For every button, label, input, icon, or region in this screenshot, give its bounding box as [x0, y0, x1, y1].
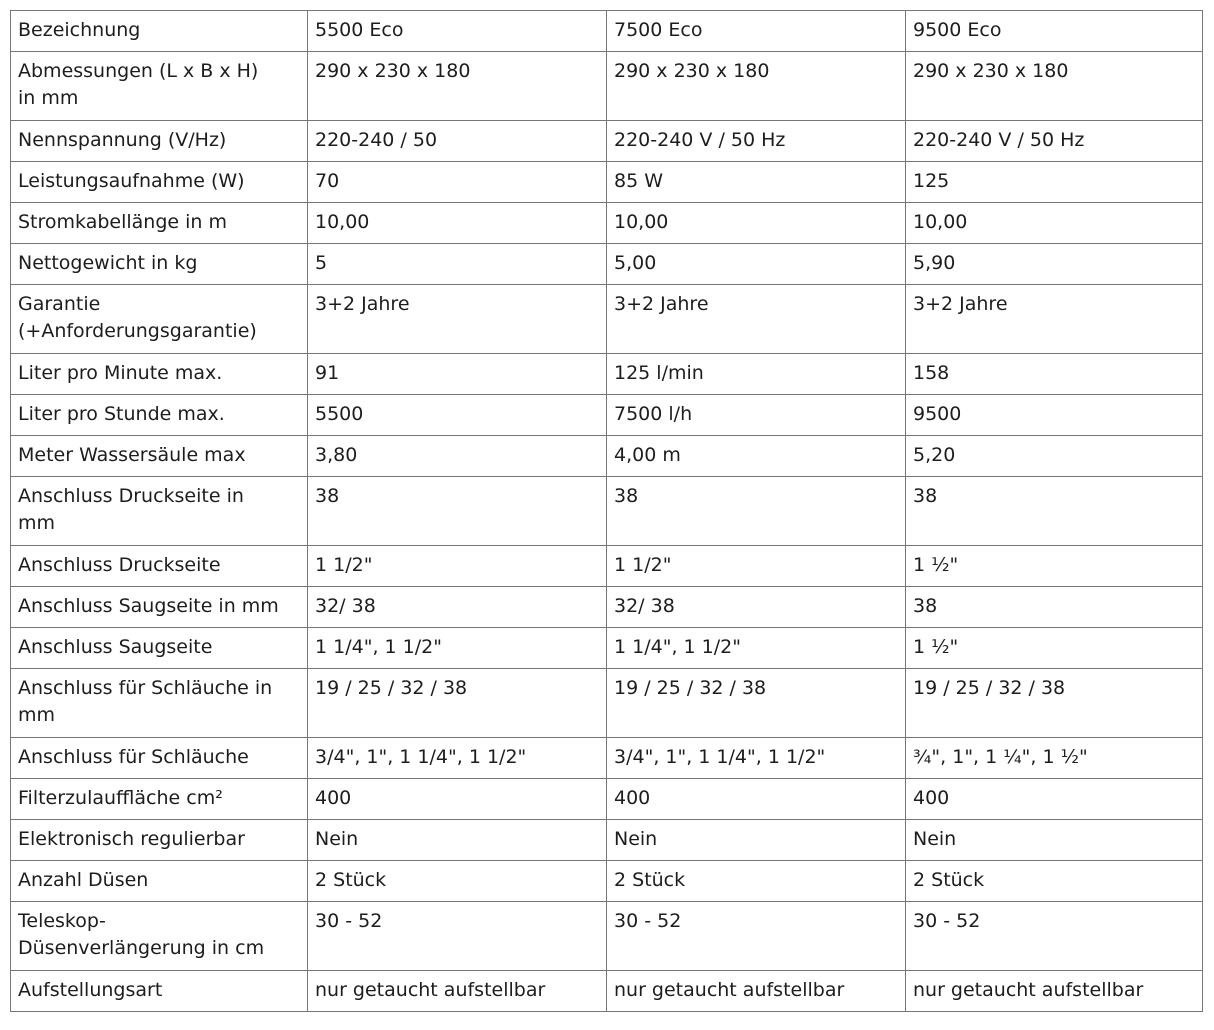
value-cell-7500-eco: 32/ 38 [607, 587, 906, 628]
table-row [11, 971, 1203, 1012]
value-cell-5500-eco: 5 [308, 244, 607, 285]
table-row [11, 861, 1203, 902]
value-cell-9500-eco: 2 Stück [906, 861, 1203, 902]
row-label: Anschluss Druckseite [11, 546, 308, 587]
table-row [11, 546, 1203, 587]
spec-table-body [11, 11, 1203, 1012]
table-row [11, 354, 1203, 395]
value-cell-9500-eco: 400 [906, 779, 1203, 820]
row-label: Leistungsaufnahme (W) [11, 162, 308, 203]
table-row [11, 669, 1203, 738]
value-cell-9500-eco: 5,90 [906, 244, 1203, 285]
value-cell-7500-eco: 4,00 m [607, 436, 906, 477]
table-row [11, 436, 1203, 477]
value-cell-7500-eco: 19 / 25 / 32 / 38 [607, 669, 906, 738]
value-cell-5500-eco: 3+2 Jahre [308, 285, 607, 354]
row-label: Bezeichnung [11, 11, 308, 52]
value-cell-9500-eco: 9500 [906, 395, 1203, 436]
table-row [11, 628, 1203, 669]
row-label: Stromkabellänge in m [11, 203, 308, 244]
value-cell-5500-eco: 2 Stück [308, 861, 607, 902]
value-cell-7500-eco: 30 - 52 [607, 902, 906, 971]
value-cell-9500-eco: 5,20 [906, 436, 1203, 477]
row-label: Elektronisch regulierbar [11, 820, 308, 861]
value-cell-7500-eco: Nein [607, 820, 906, 861]
value-cell-5500-eco: 3,80 [308, 436, 607, 477]
table-row [11, 779, 1203, 820]
value-cell-5500-eco: 1 1/4", 1 1/2" [308, 628, 607, 669]
value-cell-7500-eco: 125 l/min [607, 354, 906, 395]
table-row [11, 902, 1203, 971]
value-cell-9500-eco: nur getaucht aufstellbar [906, 971, 1203, 1012]
row-label: Teleskop-Düsenverlängerung in cm [11, 902, 308, 971]
value-cell-7500-eco: 3+2 Jahre [607, 285, 906, 354]
value-cell-5500-eco: 19 / 25 / 32 / 38 [308, 669, 607, 738]
value-cell-5500-eco: 70 [308, 162, 607, 203]
table-row [11, 285, 1203, 354]
table-row [11, 162, 1203, 203]
value-cell-9500-eco: 38 [906, 587, 1203, 628]
value-cell-5500-eco: nur getaucht aufstellbar [308, 971, 607, 1012]
row-label: Liter pro Stunde max. [11, 395, 308, 436]
value-cell-9500-eco: 9500 Eco [906, 11, 1203, 52]
value-cell-7500-eco: 10,00 [607, 203, 906, 244]
value-cell-9500-eco: 1 ½" [906, 628, 1203, 669]
row-label: Aufstellungsart [11, 971, 308, 1012]
row-label: Nennspannung (V/Hz) [11, 121, 308, 162]
value-cell-9500-eco: 125 [906, 162, 1203, 203]
value-cell-5500-eco: 10,00 [308, 203, 607, 244]
row-label: Liter pro Minute max. [11, 354, 308, 395]
value-cell-5500-eco: 3/4", 1", 1 1/4", 1 1/2" [308, 738, 607, 779]
value-cell-9500-eco: 220-240 V / 50 Hz [906, 121, 1203, 162]
value-cell-5500-eco: 30 - 52 [308, 902, 607, 971]
table-row [11, 395, 1203, 436]
table-row [11, 244, 1203, 285]
value-cell-5500-eco: 32/ 38 [308, 587, 607, 628]
value-cell-9500-eco: 38 [906, 477, 1203, 546]
table-row [11, 11, 1203, 52]
value-cell-9500-eco: 10,00 [906, 203, 1203, 244]
table-row [11, 477, 1203, 546]
value-cell-7500-eco: 7500 l/h [607, 395, 906, 436]
value-cell-7500-eco: 38 [607, 477, 906, 546]
value-cell-7500-eco: 400 [607, 779, 906, 820]
value-cell-5500-eco: 5500 [308, 395, 607, 436]
row-label: Abmessungen (L x B x H) in mm [11, 52, 308, 121]
value-cell-9500-eco: 158 [906, 354, 1203, 395]
table-row [11, 121, 1203, 162]
value-cell-9500-eco: 1 ½" [906, 546, 1203, 587]
table-row [11, 587, 1203, 628]
value-cell-7500-eco: nur getaucht aufstellbar [607, 971, 906, 1012]
table-row [11, 820, 1203, 861]
value-cell-9500-eco: 19 / 25 / 32 / 38 [906, 669, 1203, 738]
value-cell-5500-eco: 290 x 230 x 180 [308, 52, 607, 121]
row-label: Anschluss für Schläuche in mm [11, 669, 308, 738]
value-cell-9500-eco: 290 x 230 x 180 [906, 52, 1203, 121]
value-cell-9500-eco: 30 - 52 [906, 902, 1203, 971]
value-cell-5500-eco: 220-240 / 50 [308, 121, 607, 162]
row-label: Anzahl Düsen [11, 861, 308, 902]
product-spec-table [10, 10, 1203, 1012]
value-cell-7500-eco: 220-240 V / 50 Hz [607, 121, 906, 162]
row-label: Anschluss Saugseite [11, 628, 308, 669]
value-cell-7500-eco: 5,00 [607, 244, 906, 285]
value-cell-7500-eco: 2 Stück [607, 861, 906, 902]
value-cell-5500-eco: 1 1/2" [308, 546, 607, 587]
row-label: Meter Wassersäule max [11, 436, 308, 477]
value-cell-9500-eco: 3+2 Jahre [906, 285, 1203, 354]
value-cell-5500-eco: Nein [308, 820, 607, 861]
row-label: Anschluss für Schläuche [11, 738, 308, 779]
value-cell-9500-eco: Nein [906, 820, 1203, 861]
table-row [11, 52, 1203, 121]
value-cell-5500-eco: 5500 Eco [308, 11, 607, 52]
row-label: Filterzulauffläche cm² [11, 779, 308, 820]
value-cell-7500-eco: 290 x 230 x 180 [607, 52, 906, 121]
row-label: Anschluss Saugseite in mm [11, 587, 308, 628]
value-cell-9500-eco: ¾", 1", 1 ¼", 1 ½" [906, 738, 1203, 779]
value-cell-5500-eco: 38 [308, 477, 607, 546]
value-cell-5500-eco: 400 [308, 779, 607, 820]
value-cell-7500-eco: 7500 Eco [607, 11, 906, 52]
value-cell-7500-eco: 3/4", 1", 1 1/4", 1 1/2" [607, 738, 906, 779]
table-row [11, 738, 1203, 779]
row-label: Garantie (+Anforderungsgarantie) [11, 285, 308, 354]
value-cell-7500-eco: 1 1/4", 1 1/2" [607, 628, 906, 669]
value-cell-7500-eco: 85 W [607, 162, 906, 203]
row-label: Anschluss Druckseite in mm [11, 477, 308, 546]
value-cell-5500-eco: 91 [308, 354, 607, 395]
table-row [11, 203, 1203, 244]
row-label: Nettogewicht in kg [11, 244, 308, 285]
value-cell-7500-eco: 1 1/2" [607, 546, 906, 587]
